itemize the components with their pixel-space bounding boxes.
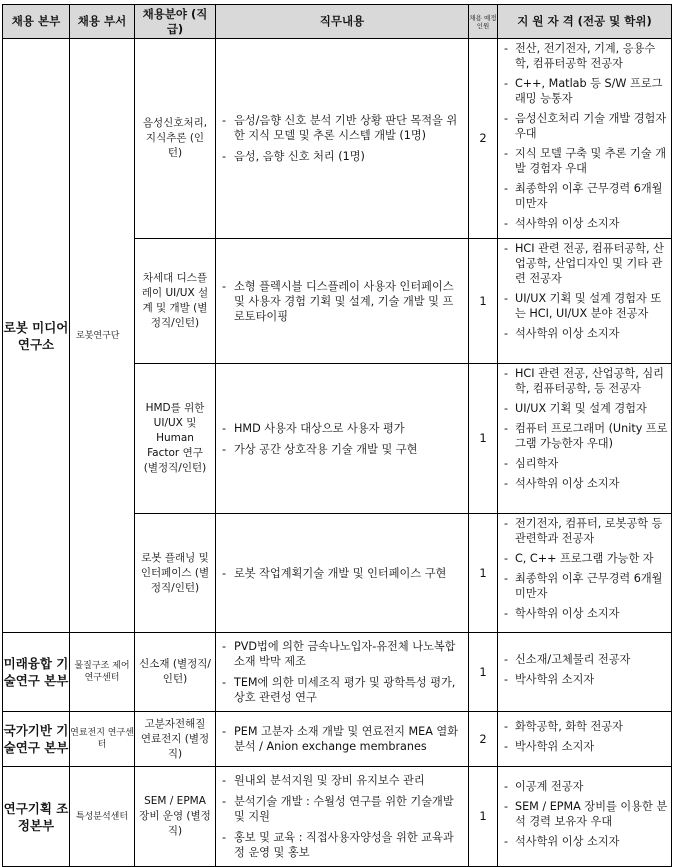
count-cell: 1 bbox=[469, 633, 498, 712]
qual-item: - 음성신호처리 기술 개발 경험자 우대 bbox=[504, 111, 669, 141]
field-cell: 음성신호처리, 지식추론 (인턴) bbox=[135, 39, 216, 239]
header-field: 채용분야 (직급) bbox=[135, 5, 216, 39]
field-cell: 신소재 (별정직/인턴) bbox=[135, 633, 216, 712]
duty-item: - 소형 플렉시블 디스플레이 사용자 인터페이스 및 사용자 경험 기획 및 설계, 기술 개발 및 프로토타이핑 bbox=[222, 279, 462, 324]
duty-item: - PEM 고분자 소재 개발 및 연료전지 MEA 열화분석 / Anion exchange membranes bbox=[222, 724, 462, 754]
field-cell: SEM / EPMA 장비 운영 (별정직) bbox=[135, 767, 216, 867]
table-row bbox=[3, 767, 672, 867]
dept-cell: 로봇연구단 bbox=[70, 39, 135, 633]
duty-cell bbox=[216, 514, 469, 633]
duty-item: - 가상 공간 상호작용 기술 개발 및 구현 bbox=[222, 442, 462, 457]
qual-item: - 신소재/고체물리 전공자 bbox=[504, 652, 669, 667]
qual-item: - 최종학위 이후 근무경력 6개월 미만자 bbox=[504, 571, 669, 601]
qual-cell bbox=[498, 239, 672, 364]
qual-cell bbox=[498, 633, 672, 712]
field-cell: 로봇 플래닝 및 인터페이스 (별정직/인턴) bbox=[135, 514, 216, 633]
duty-cell bbox=[216, 364, 469, 514]
qual-item: - 학사학위 이상 소지자 bbox=[504, 606, 669, 621]
recruitment-table bbox=[2, 4, 672, 867]
duty-cell bbox=[216, 239, 469, 364]
header-qual: 지 원 자 격 (전공 및 학위) bbox=[498, 5, 672, 39]
field-cell: HMD를 위한 UI/UX 및 Human Factor 연구 (별정직/인턴) bbox=[135, 364, 216, 514]
dept-cell: 연료전지 연구센터 bbox=[70, 712, 135, 767]
duty-item: - PVD법에 의한 금속나노입자-유전체 나노복합소재 박막 제조 bbox=[222, 639, 462, 669]
qual-cell bbox=[498, 39, 672, 239]
qual-item: - 석사학위 이상 소지자 bbox=[504, 326, 669, 341]
qual-cell bbox=[498, 712, 672, 767]
hq-cell: 국가기반 기술연구 본부 bbox=[3, 712, 70, 767]
duty-cell bbox=[216, 712, 469, 767]
header-hq: 채용 본부 bbox=[3, 5, 70, 39]
duty-item: - HMD 사용자 대상으로 사용자 평가 bbox=[222, 421, 462, 436]
qual-item: - 화학공학, 화학 전공자 bbox=[504, 719, 669, 734]
qual-item: - UI/UX 기획 및 설계 경험자 또는 HCI, UI/UX 분야 전공자 bbox=[504, 291, 669, 321]
duty-cell bbox=[216, 767, 469, 867]
header-duty: 직무내용 bbox=[216, 5, 469, 39]
count-cell: 1 bbox=[469, 239, 498, 364]
dept-cell: 특성분석센터 bbox=[70, 767, 135, 867]
qual-cell bbox=[498, 514, 672, 633]
duty-item: - 음성/음향 신호 분석 기반 상황 판단 목적을 위한 지식 모델 및 추론 시스템 개발 (1명) bbox=[222, 113, 462, 143]
qual-item: - 박사학위 소지자 bbox=[504, 739, 669, 754]
count-cell: 1 bbox=[469, 364, 498, 514]
qual-item: - 심리학자 bbox=[504, 456, 669, 471]
qual-item: - 석사학위 이상 소지자 bbox=[504, 216, 669, 231]
duty-item: - 로봇 작업계획기술 개발 및 인터페이스 구현 bbox=[222, 566, 462, 581]
qual-item: - 박사학위 소지자 bbox=[504, 672, 669, 687]
count-cell: 1 bbox=[469, 514, 498, 633]
qual-item: - 석사학위 이상 소지자 bbox=[504, 834, 669, 849]
field-cell: 고분자전해질 연료전지 (별정직) bbox=[135, 712, 216, 767]
qual-item: - C, C++ 프로그램 가능한 자 bbox=[504, 551, 669, 566]
qual-item: - C++, Matlab 등 S/W 프로그래밍 능통자 bbox=[504, 76, 669, 106]
hq-cell: 연구기획 조정본부 bbox=[3, 767, 70, 867]
qual-item: - 전산, 전기전자, 기계, 응용수학, 컴퓨터공학 전공자 bbox=[504, 41, 669, 71]
qual-item: - 지식 모델 구축 및 추론 기술 개발 경험자 우대 bbox=[504, 146, 669, 176]
table-row bbox=[3, 633, 672, 712]
qual-item: - 전기전자, 컴퓨터, 로봇공학 등 관련학과 전공자 bbox=[504, 516, 669, 546]
qual-item: - SEM / EPMA 장비를 이용한 분석 경력 보유자 우대 bbox=[504, 799, 669, 829]
duty-item: - 홍보 및 교육 : 직접사용자양성을 위한 교육과정 운영 및 홍보 bbox=[222, 830, 462, 860]
qual-item: - HCI 관련 전공, 컴퓨터공학, 산업공학, 산업디자인 및 기타 관련 전공자 bbox=[504, 241, 669, 286]
count-cell: 2 bbox=[469, 712, 498, 767]
table-row bbox=[3, 712, 672, 767]
field-cell: 차세대 디스플레이 UI/UX 설계 및 개발 (별정직/인턴) bbox=[135, 239, 216, 364]
table-row bbox=[3, 39, 672, 239]
qual-item: - 컴퓨터 프로그래머 (Unity 프로그램 가능한자 우대) bbox=[504, 421, 669, 451]
duty-item: - 분석기술 개발 : 수월성 연구를 위한 기술개발 및 지원 bbox=[222, 794, 462, 824]
dept-cell: 물질구조 제어 연구센터 bbox=[70, 633, 135, 712]
qual-item: - UI/UX 기획 및 설계 경험자 bbox=[504, 401, 669, 416]
qual-item: - HCI 관련 전공, 산업공학, 심리학, 컴퓨터공학, 등 전공자 bbox=[504, 366, 669, 396]
hq-cell: 로봇 미디어 연구소 bbox=[3, 39, 70, 633]
duty-item: - 음성, 음향 신호 처리 (1명) bbox=[222, 149, 462, 164]
hq-cell: 미래융합 기술연구 본부 bbox=[3, 633, 70, 712]
qual-item: - 이공계 전공자 bbox=[504, 779, 669, 794]
qual-cell bbox=[498, 364, 672, 514]
duty-item: - 원내외 분석지원 및 장비 유지보수 관리 bbox=[222, 773, 462, 788]
count-cell: 2 bbox=[469, 39, 498, 239]
qual-item: - 석사학위 이상 소지자 bbox=[504, 476, 669, 491]
duty-cell bbox=[216, 39, 469, 239]
header-dept: 채용 부서 bbox=[70, 5, 135, 39]
duty-item: - TEM에 의한 미세조직 평가 및 광학특성 평가, 상호 관련성 연구 bbox=[222, 675, 462, 705]
qual-item: - 최종학위 이후 근무경력 6개월 미만자 bbox=[504, 181, 669, 211]
header-row bbox=[3, 5, 672, 39]
duty-cell bbox=[216, 633, 469, 712]
qual-cell bbox=[498, 767, 672, 867]
header-count: 채용 예정 인원 bbox=[469, 5, 498, 39]
count-cell: 1 bbox=[469, 767, 498, 867]
